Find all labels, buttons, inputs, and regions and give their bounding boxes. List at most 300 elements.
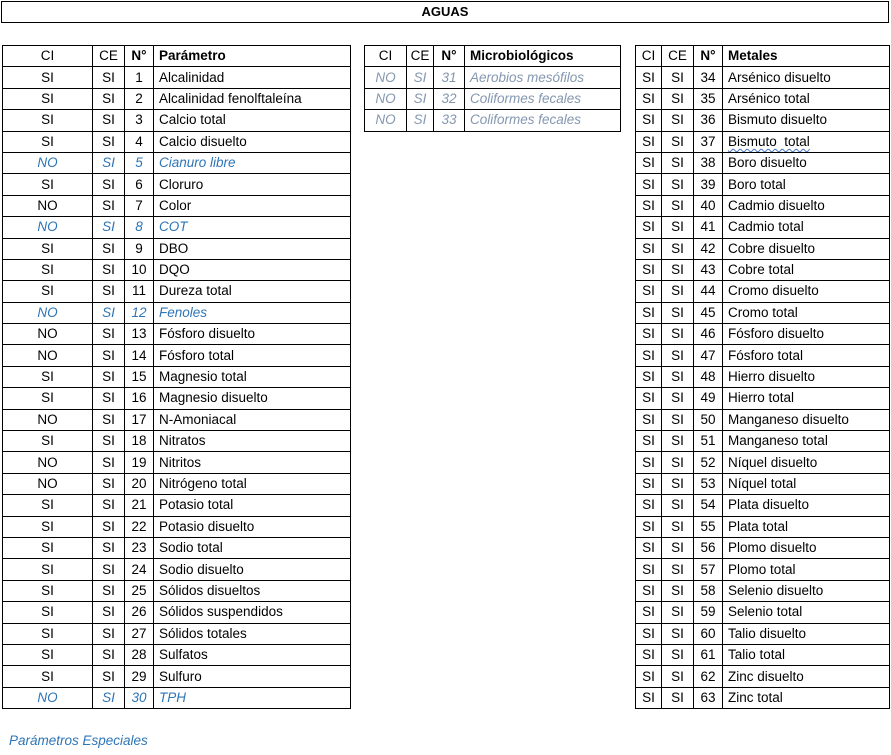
ci-cell: NO: [3, 217, 93, 238]
ce-cell: SI: [93, 644, 125, 665]
ci-cell: NO: [3, 345, 93, 366]
table-row: [3, 666, 351, 687]
num-cell: 16: [125, 388, 154, 409]
table-row: [636, 409, 890, 430]
parameter-name-cell: Sólidos disueltos: [154, 580, 351, 601]
table-row: [3, 580, 351, 601]
num-cell: 8: [125, 217, 154, 238]
ci-cell: SI: [636, 623, 662, 644]
parametro-header: Parámetro: [154, 46, 351, 67]
metales-header: Metales: [723, 46, 890, 67]
special-params-note: Parámetros Especiales: [9, 733, 148, 748]
ce-cell: SI: [662, 238, 694, 259]
table-row: [636, 152, 890, 173]
num-cell: 57: [694, 559, 723, 580]
parameter-name-cell: Fósforo total: [723, 345, 890, 366]
num-cell: 37: [694, 131, 723, 152]
ci-cell: SI: [3, 431, 93, 452]
parameter-name-cell: Boro total: [723, 174, 890, 195]
table-row: [636, 623, 890, 644]
parameter-name-cell: Níquel total: [723, 473, 890, 494]
table-row: [3, 217, 351, 238]
num-cell: 19: [125, 452, 154, 473]
parameter-name-cell: [723, 131, 890, 152]
table-row: [365, 110, 621, 131]
parameter-name-cell: Plomo total: [723, 559, 890, 580]
num-header: N°: [125, 46, 154, 67]
num-cell: 53: [694, 473, 723, 494]
ce-header: CE: [662, 46, 694, 67]
num-cell: 36: [694, 110, 723, 131]
parametros-table: [2, 45, 351, 709]
ci-cell: SI: [3, 259, 93, 280]
num-cell: 25: [125, 580, 154, 601]
ce-cell: SI: [93, 495, 125, 516]
parameter-name-cell: Sodio disuelto: [154, 559, 351, 580]
table-row: [636, 217, 890, 238]
table-row: [636, 473, 890, 494]
ce-cell: SI: [93, 687, 125, 708]
num-cell: 52: [694, 452, 723, 473]
parameter-name-cell: Cromo disuelto: [723, 281, 890, 302]
ci-cell: SI: [636, 259, 662, 280]
spellcheck-underlined-text: Bismuto total: [728, 133, 810, 149]
ci-cell: SI: [636, 131, 662, 152]
table-row: [3, 259, 351, 280]
table-row: [3, 602, 351, 623]
ce-cell: SI: [93, 88, 125, 109]
header-row: [3, 46, 351, 67]
table-row: [3, 431, 351, 452]
ce-cell: SI: [662, 366, 694, 387]
parameter-name-cell: Dureza total: [154, 281, 351, 302]
table-row: [636, 195, 890, 216]
ci-cell: SI: [636, 409, 662, 430]
ce-header: CE: [93, 46, 125, 67]
ce-cell: SI: [662, 88, 694, 109]
table-row: [636, 366, 890, 387]
table-row: [3, 452, 351, 473]
parameter-name-cell: Arsénico total: [723, 88, 890, 109]
ce-cell: SI: [93, 152, 125, 173]
num-cell: 13: [125, 324, 154, 345]
ci-cell: SI: [636, 195, 662, 216]
ce-cell: SI: [662, 217, 694, 238]
ci-cell: SI: [3, 238, 93, 259]
num-header: N°: [434, 46, 465, 67]
num-header: N°: [694, 46, 723, 67]
num-cell: 41: [694, 217, 723, 238]
ce-cell: SI: [407, 110, 434, 131]
table-row: [3, 345, 351, 366]
ci-cell: SI: [636, 238, 662, 259]
ce-cell: SI: [662, 152, 694, 173]
header-row: [365, 46, 621, 67]
ci-cell: SI: [3, 88, 93, 109]
ci-cell: NO: [365, 110, 407, 131]
microbiologicos-header: Microbiológicos: [465, 46, 621, 67]
table-row: [3, 623, 351, 644]
parameter-name-cell: Potasio disuelto: [154, 516, 351, 537]
ci-cell: SI: [3, 666, 93, 687]
ce-cell: SI: [93, 131, 125, 152]
ce-cell: SI: [662, 110, 694, 131]
parameter-name-cell: Zinc total: [723, 687, 890, 708]
ci-cell: SI: [636, 452, 662, 473]
ce-cell: SI: [93, 345, 125, 366]
ce-cell: SI: [662, 431, 694, 452]
num-cell: 12: [125, 302, 154, 323]
num-cell: 11: [125, 281, 154, 302]
table-row: [636, 324, 890, 345]
ce-cell: SI: [662, 623, 694, 644]
ce-cell: SI: [662, 281, 694, 302]
ci-cell: NO: [3, 152, 93, 173]
num-cell: 60: [694, 623, 723, 644]
parameter-name-cell: Color: [154, 195, 351, 216]
parameter-name-cell: Fósforo total: [154, 345, 351, 366]
parameter-name-cell: Plomo disuelto: [723, 537, 890, 558]
ce-cell: SI: [662, 388, 694, 409]
ce-cell: SI: [93, 324, 125, 345]
num-cell: 43: [694, 259, 723, 280]
ce-cell: SI: [93, 602, 125, 623]
parameter-name-cell: Magnesio total: [154, 366, 351, 387]
ci-header: CI: [3, 46, 93, 67]
parameter-name-cell: Hierro total: [723, 388, 890, 409]
ci-cell: SI: [636, 88, 662, 109]
table-row: [3, 195, 351, 216]
ce-cell: SI: [93, 537, 125, 558]
table-row: [3, 473, 351, 494]
ce-cell: SI: [662, 409, 694, 430]
ce-cell: SI: [662, 131, 694, 152]
table-row: [636, 174, 890, 195]
parameter-name-cell: COT: [154, 217, 351, 238]
ce-cell: SI: [93, 473, 125, 494]
ce-cell: SI: [93, 281, 125, 302]
num-cell: 61: [694, 644, 723, 665]
num-cell: 54: [694, 495, 723, 516]
ce-cell: SI: [662, 345, 694, 366]
parameter-name-cell: Cadmio total: [723, 217, 890, 238]
parameter-name-cell: Manganeso disuelto: [723, 409, 890, 430]
parameter-name-cell: Plata disuelto: [723, 495, 890, 516]
ci-cell: SI: [636, 67, 662, 88]
ce-cell: SI: [93, 452, 125, 473]
table-row: [3, 409, 351, 430]
parameter-name-cell: Fósforo disuelto: [723, 324, 890, 345]
parameter-name-cell: Talio disuelto: [723, 623, 890, 644]
parameter-name-cell: Calcio total: [154, 110, 351, 131]
parameter-name-cell: N-Amoniacal: [154, 409, 351, 430]
table-row: [636, 602, 890, 623]
num-cell: 30: [125, 687, 154, 708]
ci-cell: NO: [3, 687, 93, 708]
ce-cell: SI: [662, 666, 694, 687]
ci-cell: NO: [3, 302, 93, 323]
num-cell: 6: [125, 174, 154, 195]
num-cell: 47: [694, 345, 723, 366]
ce-cell: SI: [662, 473, 694, 494]
ce-cell: SI: [662, 174, 694, 195]
ci-cell: SI: [636, 388, 662, 409]
ce-cell: SI: [93, 259, 125, 280]
ci-cell: SI: [3, 495, 93, 516]
table-row: [3, 302, 351, 323]
table-row: [636, 281, 890, 302]
num-cell: 38: [694, 152, 723, 173]
num-cell: 32: [434, 88, 465, 109]
ce-cell: SI: [93, 302, 125, 323]
ci-cell: SI: [3, 602, 93, 623]
num-cell: 34: [694, 67, 723, 88]
ce-cell: SI: [93, 623, 125, 644]
ci-cell: SI: [636, 217, 662, 238]
ci-cell: SI: [636, 666, 662, 687]
num-cell: 56: [694, 537, 723, 558]
ci-cell: SI: [636, 431, 662, 452]
ci-cell: SI: [636, 152, 662, 173]
parameter-name-cell: Potasio total: [154, 495, 351, 516]
num-cell: 2: [125, 88, 154, 109]
num-cell: 1: [125, 67, 154, 88]
ce-cell: SI: [662, 452, 694, 473]
parameter-name-cell: Sólidos totales: [154, 623, 351, 644]
parameter-name-cell: Fósforo disuelto: [154, 324, 351, 345]
ci-cell: NO: [3, 324, 93, 345]
parameter-name-cell: Manganeso total: [723, 431, 890, 452]
num-cell: 15: [125, 366, 154, 387]
table-row: [636, 516, 890, 537]
metales-table: [635, 45, 890, 709]
table-row: [3, 88, 351, 109]
table-row: [3, 67, 351, 88]
parameter-name-cell: Plata total: [723, 516, 890, 537]
ci-cell: SI: [636, 644, 662, 665]
table-row: [3, 644, 351, 665]
ce-cell: SI: [93, 666, 125, 687]
num-cell: 29: [125, 666, 154, 687]
ci-cell: SI: [3, 559, 93, 580]
num-cell: 24: [125, 559, 154, 580]
ce-cell: SI: [93, 516, 125, 537]
num-cell: 33: [434, 110, 465, 131]
ci-cell: SI: [636, 559, 662, 580]
ci-cell: SI: [636, 281, 662, 302]
ci-cell: SI: [636, 580, 662, 601]
ci-cell: NO: [3, 452, 93, 473]
ce-cell: SI: [93, 110, 125, 131]
parameter-name-cell: Sólidos suspendidos: [154, 602, 351, 623]
table-row: [636, 388, 890, 409]
num-cell: 42: [694, 238, 723, 259]
table-row: [636, 238, 890, 259]
num-cell: 28: [125, 644, 154, 665]
parameter-name-cell: Coliformes fecales: [465, 88, 621, 109]
table-row: [3, 516, 351, 537]
num-cell: 9: [125, 238, 154, 259]
ci-cell: SI: [3, 174, 93, 195]
num-cell: 44: [694, 281, 723, 302]
parameter-name-cell: Sulfatos: [154, 644, 351, 665]
ce-cell: SI: [93, 559, 125, 580]
parameter-name-cell: Calcio disuelto: [154, 131, 351, 152]
table-row: [3, 238, 351, 259]
table-row: [636, 431, 890, 452]
num-cell: 22: [125, 516, 154, 537]
parameter-name-cell: Selenio disuelto: [723, 580, 890, 601]
num-cell: 50: [694, 409, 723, 430]
ce-cell: SI: [662, 580, 694, 601]
parameter-name-cell: Níquel disuelto: [723, 452, 890, 473]
ci-header: CI: [365, 46, 407, 67]
ce-cell: SI: [407, 67, 434, 88]
num-cell: 26: [125, 602, 154, 623]
ci-cell: SI: [3, 580, 93, 601]
ce-cell: SI: [662, 602, 694, 623]
ci-cell: SI: [3, 537, 93, 558]
table-row: [3, 281, 351, 302]
num-cell: 39: [694, 174, 723, 195]
num-cell: 58: [694, 580, 723, 601]
header-row: [636, 46, 890, 67]
ci-cell: NO: [3, 195, 93, 216]
ce-cell: SI: [407, 88, 434, 109]
table-row: [636, 687, 890, 708]
ce-cell: SI: [662, 195, 694, 216]
ce-cell: SI: [93, 217, 125, 238]
num-cell: 14: [125, 345, 154, 366]
table-row: [3, 324, 351, 345]
num-cell: 40: [694, 195, 723, 216]
ci-cell: SI: [3, 366, 93, 387]
parameter-name-cell: Aerobios mesófilos: [465, 67, 621, 88]
table-row: [365, 67, 621, 88]
num-cell: 59: [694, 602, 723, 623]
page-title: AGUAS: [1, 1, 889, 23]
ci-cell: SI: [636, 302, 662, 323]
table-row: [3, 687, 351, 708]
table-row: [636, 131, 890, 152]
table-row: [636, 302, 890, 323]
table-row: [636, 452, 890, 473]
ce-cell: SI: [93, 174, 125, 195]
ce-cell: SI: [93, 431, 125, 452]
ce-header: CE: [407, 46, 434, 67]
ce-cell: SI: [662, 495, 694, 516]
ce-cell: SI: [93, 238, 125, 259]
microbiologicos-table: [364, 45, 621, 132]
num-cell: 31: [434, 67, 465, 88]
parameter-name-cell: Nitrógeno total: [154, 473, 351, 494]
parameter-name-cell: Selenio total: [723, 602, 890, 623]
ci-cell: SI: [636, 602, 662, 623]
table-row: [3, 559, 351, 580]
num-cell: 51: [694, 431, 723, 452]
ci-cell: NO: [365, 88, 407, 109]
ce-cell: SI: [93, 195, 125, 216]
ci-cell: NO: [365, 67, 407, 88]
parameter-name-cell: Coliformes fecales: [465, 110, 621, 131]
parameter-name-cell: Magnesio disuelto: [154, 388, 351, 409]
table-row: [3, 537, 351, 558]
ci-cell: SI: [636, 495, 662, 516]
table-row: [636, 666, 890, 687]
table-row: [636, 110, 890, 131]
ce-cell: SI: [662, 559, 694, 580]
table-row: [636, 345, 890, 366]
num-cell: 55: [694, 516, 723, 537]
ci-cell: SI: [636, 366, 662, 387]
table-row: [3, 152, 351, 173]
table-row: [636, 537, 890, 558]
num-cell: 17: [125, 409, 154, 430]
ci-cell: SI: [636, 110, 662, 131]
ci-cell: SI: [3, 131, 93, 152]
num-cell: 10: [125, 259, 154, 280]
ci-cell: SI: [636, 174, 662, 195]
table-row: [3, 174, 351, 195]
parameter-name-cell: Sulfuro: [154, 666, 351, 687]
ci-cell: SI: [3, 644, 93, 665]
ci-cell: SI: [3, 388, 93, 409]
ce-cell: SI: [93, 366, 125, 387]
ci-header: CI: [636, 46, 662, 67]
table-row: [636, 644, 890, 665]
ci-cell: SI: [3, 281, 93, 302]
table-row: [3, 110, 351, 131]
num-cell: 20: [125, 473, 154, 494]
parameter-name-cell: Cobre disuelto: [723, 238, 890, 259]
ci-cell: SI: [636, 516, 662, 537]
num-cell: 27: [125, 623, 154, 644]
table-row: [636, 580, 890, 601]
parameter-name-cell: Cadmio disuelto: [723, 195, 890, 216]
parameter-name-cell: Cromo total: [723, 302, 890, 323]
parameter-name-cell: Talio total: [723, 644, 890, 665]
ce-cell: SI: [93, 409, 125, 430]
num-cell: 18: [125, 431, 154, 452]
ci-cell: SI: [636, 345, 662, 366]
ce-cell: SI: [93, 388, 125, 409]
num-cell: 3: [125, 110, 154, 131]
table-row: [3, 366, 351, 387]
num-cell: 46: [694, 324, 723, 345]
table-row: [3, 388, 351, 409]
parameter-name-cell: Cobre total: [723, 259, 890, 280]
table-row: [636, 88, 890, 109]
ce-cell: SI: [662, 302, 694, 323]
table-row: [636, 259, 890, 280]
num-cell: 5: [125, 152, 154, 173]
table-row: [636, 559, 890, 580]
parameter-name-cell: Boro disuelto: [723, 152, 890, 173]
ce-cell: SI: [662, 644, 694, 665]
ce-cell: SI: [662, 67, 694, 88]
ci-cell: SI: [3, 110, 93, 131]
parameter-name-cell: TPH: [154, 687, 351, 708]
parameter-name-cell: Nitratos: [154, 431, 351, 452]
num-cell: 7: [125, 195, 154, 216]
parameter-name-cell: Hierro disuelto: [723, 366, 890, 387]
num-cell: 63: [694, 687, 723, 708]
ci-cell: NO: [3, 473, 93, 494]
ci-cell: SI: [3, 67, 93, 88]
num-cell: 48: [694, 366, 723, 387]
ce-cell: SI: [662, 516, 694, 537]
num-cell: 4: [125, 131, 154, 152]
